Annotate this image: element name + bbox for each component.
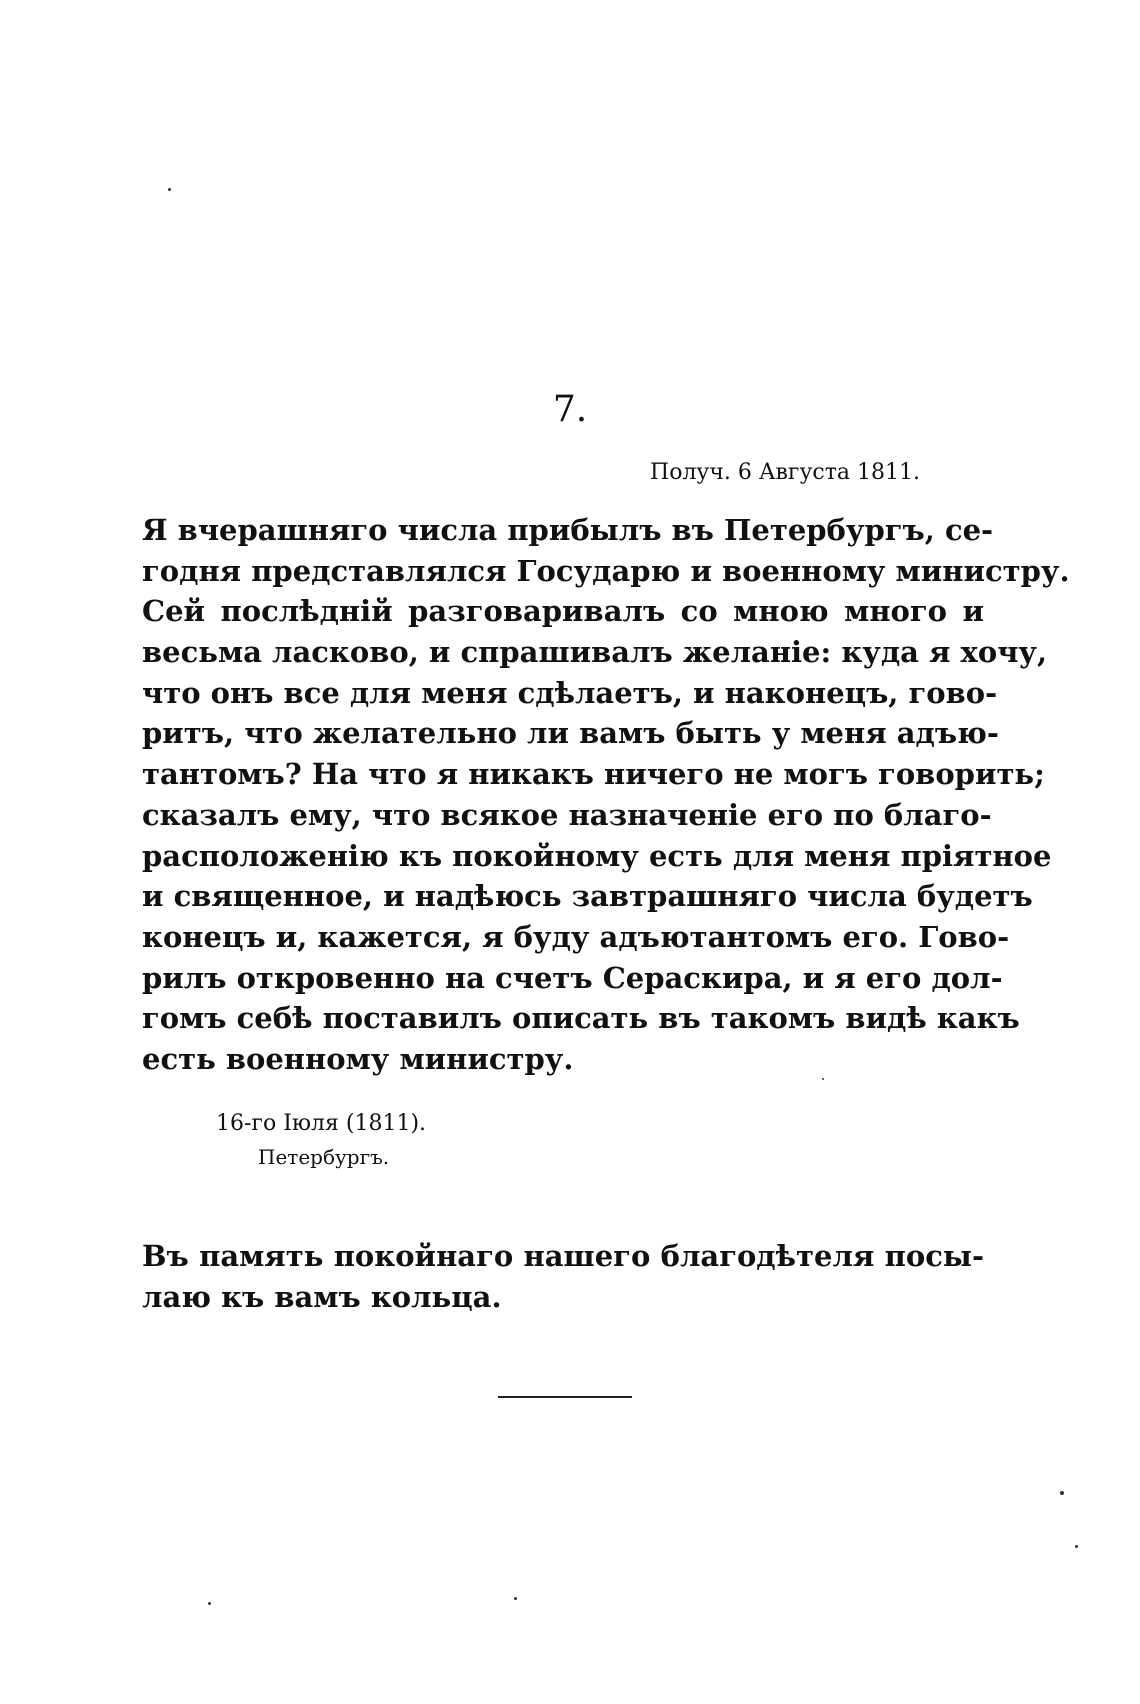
page-speck xyxy=(1060,1491,1064,1495)
body-line: конецъ и, кажется, я буду адъютантомъ его. Гово- xyxy=(142,919,1010,954)
postscript-line: Въ память покойнаго нашего благодѣтеля посы- xyxy=(142,1239,984,1273)
page-speck xyxy=(168,188,171,191)
body-line: ритъ, что желательно ли вамъ быть у меня адъю- xyxy=(142,716,999,751)
body-line: гомъ себѣ поставилъ описать въ такомъ видѣ какъ xyxy=(142,1001,1020,1036)
body-line: годня представлялся Государю и военному министру. xyxy=(142,553,1070,588)
letter-place: Петербургъ. xyxy=(258,1145,390,1169)
body-line: что онъ все для меня сдѣлаетъ, и наконецъ, гово- xyxy=(142,675,998,710)
letter-body xyxy=(142,510,1070,1080)
page-speck xyxy=(822,1078,824,1080)
body-line: Я вчерашняго числа прибылъ въ Петербургъ, се- xyxy=(142,513,994,547)
body-line: и священное, и надѣюсь завтрашняго числа будетъ xyxy=(142,879,1033,914)
page-speck xyxy=(208,1602,211,1605)
page-speck xyxy=(1075,1545,1078,1548)
section-separator xyxy=(498,1396,632,1398)
body-line: сказалъ ему, что всякое назначенiе его по благо- xyxy=(142,797,992,832)
body-line: есть военному министру. xyxy=(142,1041,574,1076)
letter-postscript xyxy=(142,1236,984,1317)
page-speck xyxy=(514,1597,517,1600)
letter-number: 7. xyxy=(552,389,588,430)
body-line: весьма ласково, и спрашивалъ желанiе: куда я хочу, xyxy=(142,635,1048,670)
received-date-note: Получ. 6 Августа 1811. xyxy=(650,460,920,485)
letter-dateline: 16-го Iюля (1811). xyxy=(216,1111,427,1136)
body-line: расположенiю къ покойному есть для меня прiятное xyxy=(142,838,1052,873)
body-line: тантомъ? На что я никакъ ничего не могъ говорить; xyxy=(142,757,1045,792)
body-line: Сей послѣднiй разговаривалъ со мною много и xyxy=(142,594,984,629)
body-line: рилъ откровенно на счетъ Сераскира, и я его дол- xyxy=(142,960,1003,995)
postscript-line: лаю къ вамъ кольца. xyxy=(142,1279,502,1314)
